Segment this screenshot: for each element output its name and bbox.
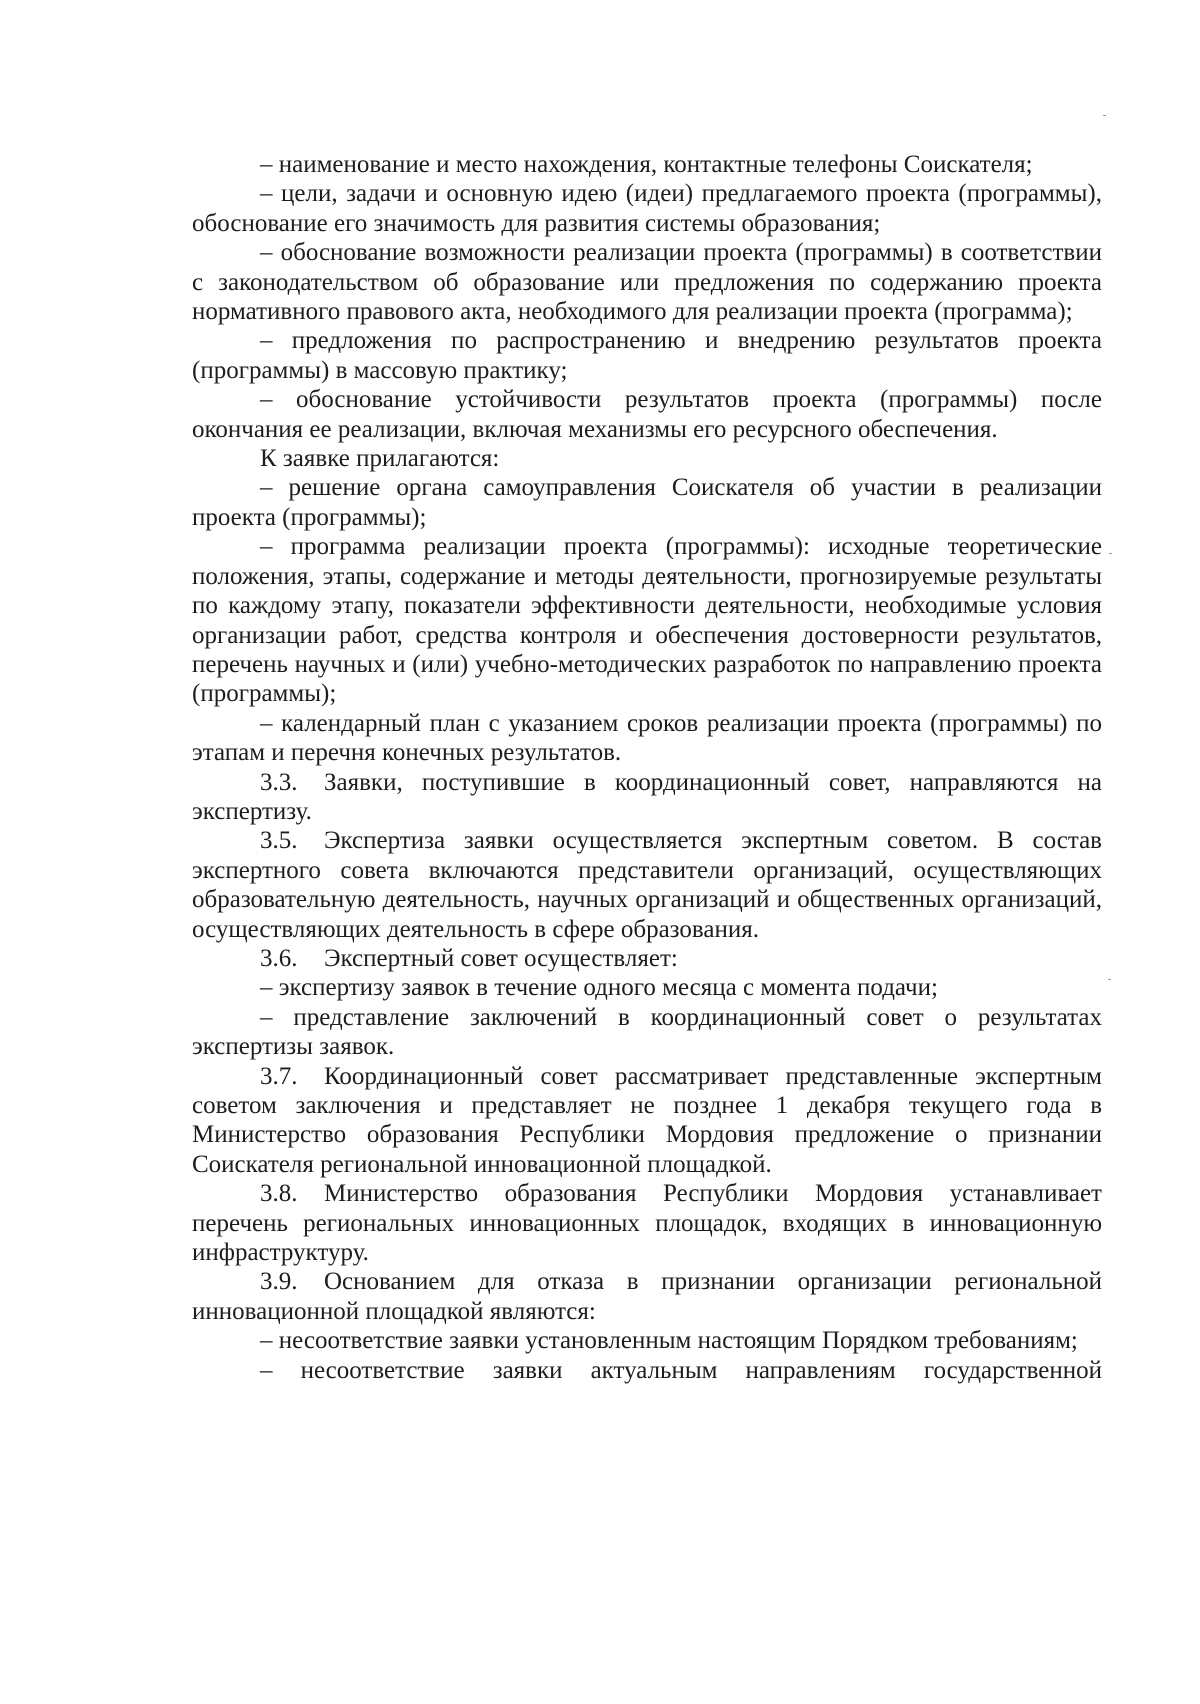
paragraph: – экспертизу заявок в течение одного месяца с момента подачи; — [260, 974, 938, 1002]
paragraph-text: Заявки, поступившие в координационный совет, направляются на экспертизу. — [192, 768, 1102, 825]
paragraph-text: Экспертиза заявки осуществляется экспертным советом. В состав экспертного совета включаются представители организаций, осуществляющих образовательную деятельность, научных организаций и общественных организаций, осуществляющих деятельность в сфере образования. — [192, 827, 1102, 943]
scan-speck — [1103, 115, 1106, 116]
paragraph-text: Экспертный совет осуществляет: — [324, 944, 678, 972]
section-number: 3.5. — [260, 827, 298, 855]
paragraph: – программа реализации проекта (программы): исходные теоретические положения, этапы, содержание и методы деятельности, прогнозируемые результаты по каждому этапу, показатели эффективности деятельности, необходимые условия организации работ, средства контроля и обеспечения достоверности результатов, перечень научных и (или) учебно-методических разработок по направлению проекта (программы); — [192, 533, 1102, 708]
paragraph-text: Министерство образования Республики Мордовия устанавливает перечень региональных инновационных площадок, входящих в инновационную инфраструктуру. — [192, 1180, 1102, 1267]
scan-speck — [1108, 979, 1111, 980]
section-number: 3.8. — [260, 1180, 298, 1208]
numbered-paragraph — [192, 768, 1102, 827]
paragraph-text: Основанием для отказа в признании организации региональной инновационной площадкой являются: — [192, 1268, 1102, 1325]
paragraph: – обоснование устойчивости результатов проекта (программы) после окончания ее реализации, включая механизмы его ресурсного обеспечения. — [192, 386, 1102, 443]
numbered-paragraph — [192, 944, 1102, 973]
section-number: 3.9. — [260, 1268, 298, 1296]
paragraph: – наименование и место нахождения, контактные телефоны Соискателя; — [260, 151, 1033, 178]
paragraph: – цели, задачи и основную идею (идеи) предлагаемого проекта (программы), обоснование его значимость для развития системы образования; — [192, 180, 1102, 237]
section-number: 3.3. — [260, 768, 298, 796]
paragraph: – предложения по распространению и внедрению результатов проекта (программы) в массовую практику; — [192, 327, 1102, 384]
numbered-paragraph — [192, 1179, 1102, 1267]
scan-speck — [1109, 553, 1112, 554]
section-number: 3.7. — [260, 1062, 298, 1090]
document-body — [192, 150, 1102, 1385]
paragraph: – несоответствие заявки установленным настоящим Порядком требованиям; — [260, 1327, 1078, 1355]
numbered-paragraph — [192, 1062, 1102, 1180]
paragraph: К заявке прилагаются: — [260, 445, 500, 473]
paragraph: – календарный план с указанием сроков реализации проекта (программы) по этапам и перечня конечных результатов. — [192, 709, 1102, 767]
paragraph-text: Координационный совет рассматривает представленные экспертным советом заключения и представляет не позднее 1 декабря текущего года в Министерство образования Республики Мордовия предложение о признании Соискателя региональной инновационной площадкой. — [192, 1062, 1102, 1178]
numbered-paragraph — [192, 826, 1102, 944]
numbered-paragraph — [192, 1267, 1102, 1326]
paragraph: – несоответствие заявки актуальным направлениям государственной — [260, 1356, 1102, 1384]
paragraph: – обоснование возможности реализации проекта (программы) в соответствии с законодательством об образование или предложения по содержанию проекта нормативного правового акта, необходимого для реализации проекта (программа); — [192, 239, 1102, 326]
paragraph: – представление заключений в координационный совет о результатах экспертизы заявок. — [192, 1003, 1102, 1061]
paragraph: – решение органа самоуправления Соискателя об участии в реализации проекта (программы); — [192, 474, 1102, 531]
section-number: 3.6. — [260, 944, 298, 972]
